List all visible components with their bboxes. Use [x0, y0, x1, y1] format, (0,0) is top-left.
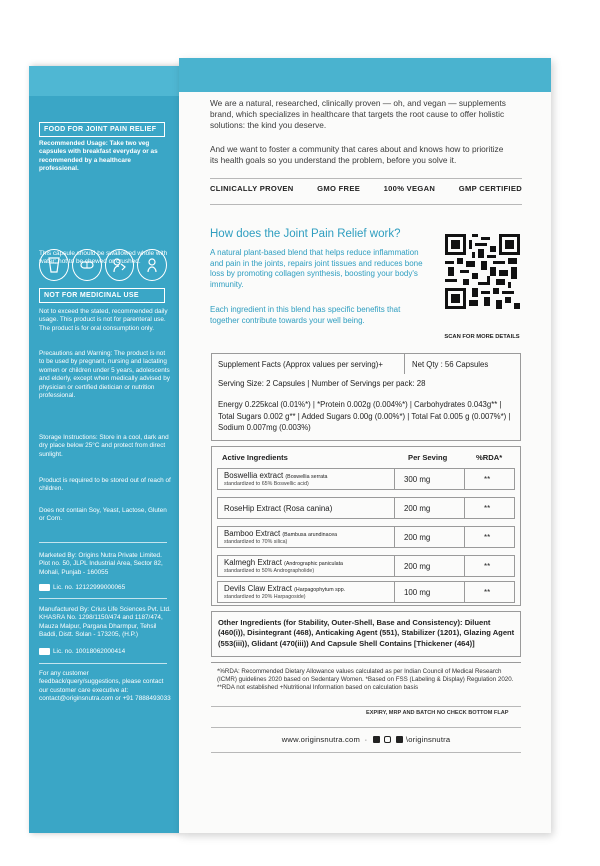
ingredient-row — [217, 526, 515, 548]
intro-paragraph-1: We are a natural, researched, clinically proven — oh, and vegan — supplements brand, which specializes in healthcare that targets the root cause to offer holistic solutions: the kind you deserve. — [210, 98, 506, 130]
ingredient-rda: ** — [484, 533, 491, 542]
claims-rule-top — [210, 178, 522, 179]
side-divider — [39, 542, 167, 543]
ingredient-dose: 300 mg — [404, 475, 431, 484]
how-paragraph-1: A natural plant-based blend that helps reduce inflammation and pain in the joints, repairs joint tissues and reduces bone loss by promoting collagen synthesis, boosting your body's immunity. — [210, 248, 423, 289]
ingredient-name: Devils Claw Extract (Harpagophytum spp. — [224, 584, 346, 593]
col-rda: %RDA* — [476, 453, 503, 462]
side-reach: Product is required to be stored out of reach of children. — [39, 477, 171, 493]
side-heading-food: FOOD FOR JOINT PAIN RELIEF — [39, 122, 165, 137]
ingredient-name: RoseHip Extract (Rosa canina) — [224, 504, 333, 513]
ingredient-dose: 100 mg — [404, 588, 431, 597]
footer-rule-bottom — [211, 752, 521, 753]
side-feedback: For any customer feedback/query/suggestions, please contact our customer care executive at: contact@originsnutra.com or +91 7888493033 — [39, 670, 171, 703]
ingredient-name: Bamboo Extract (Bambusa arundinacea — [224, 529, 338, 538]
claim-vegan: 100% VEGAN — [383, 184, 436, 193]
col-active: Active Ingredients — [222, 453, 288, 462]
ingredient-rda: ** — [484, 504, 491, 513]
col-dose: Per Seving — [408, 453, 448, 462]
side-contains: Does not contain Soy, Yeast, Lactose, Gluten or Corn. — [39, 507, 167, 523]
website-link[interactable]: www.originsnutra.com — [281, 735, 360, 744]
box-side-panel — [29, 66, 179, 833]
fssai-logo-icon — [39, 584, 50, 591]
ingredient-row — [217, 497, 515, 519]
ingredient-row — [217, 555, 515, 577]
ingredient-std: standardized to 70% silica) — [224, 539, 288, 545]
social-handle[interactable]: \originsnutra — [405, 735, 451, 744]
side-marketed: Marketed By: Origins Nutra Private Limited. Plot no. 50, JLPL Industrial Area, Sector 82, Mohali, Punjab - 160055 — [39, 552, 163, 576]
other-ingredients-box — [211, 611, 521, 657]
side-usage: Recommended Usage: Take two veg capsules with breakfast everyday or as recommended by a healthcare professional. — [39, 140, 158, 173]
side-swallow: This capsule should be swallowed whole with water; not to be chewed or crushed. — [39, 250, 168, 266]
how-title: How does the Joint Pain Relief work? — [210, 228, 401, 240]
footer-rule-top — [211, 727, 521, 728]
front-top-edge — [179, 58, 551, 92]
ingredient-name: Kalmegh Extract (Andrographic paniculata — [224, 558, 343, 567]
footer-separator: · — [364, 735, 368, 744]
intro-paragraph-2: And we want to foster a community that cares about and knows how to prioritize its health goals so you understand the problem, before you solve it. — [210, 144, 504, 165]
notes-rule — [211, 706, 521, 707]
ingredient-dose: 200 mg — [404, 533, 431, 542]
side-divider-2 — [39, 598, 167, 599]
ingredient-dose: 200 mg — [404, 504, 431, 513]
claims-rule-bottom — [210, 204, 522, 205]
side-manufactured: Manufactured By: Crius Life Sciences Pvt. Ltd. KHASRA No. 1298/1150/474 and 1187/474, Mauza Malpur, Pargana Dharmpur, Tehsil Baddi, Distt. Solan - 173205, (H.P.) — [39, 606, 171, 639]
facts-header-row — [211, 353, 521, 375]
facebook-icon[interactable] — [373, 736, 380, 743]
ingredient-rda: ** — [484, 588, 491, 597]
lic2-text: Lic. no. 10018062000414 — [53, 648, 126, 656]
side-top-band — [29, 66, 179, 96]
serving-row — [211, 374, 521, 394]
lic1-text: Lic. no. 12122999000065 — [53, 584, 126, 592]
claims-bar — [210, 184, 522, 193]
net-qty: Net Qty : 56 Capsules — [412, 360, 489, 369]
ingredient-row — [217, 581, 515, 603]
claim-clinically-proven: CLINICALLY PROVEN — [210, 184, 294, 193]
ingredient-std: standardized to 20% Harpagoside) — [224, 594, 306, 600]
claim-gmp: GMP CERTIFIED — [458, 184, 522, 193]
side-precautions: Precautions and Warning: The product is not to be used by pregnant, nursing and lactating women or children under 5 years, adolescents and elderly, except when medically advised by physician or certified dietician or nutrition professional. — [39, 350, 170, 400]
ingredient-rda: ** — [484, 475, 491, 484]
side-lic2 — [39, 648, 171, 657]
instagram-icon[interactable] — [384, 736, 391, 743]
facts-header: Supplement Facts (Approx values per serving)+ — [218, 360, 383, 369]
youtube-icon[interactable] — [396, 736, 403, 743]
notes-box — [211, 662, 521, 702]
side-storage: Storage Instructions: Store in a cool, dark and dry place below 25°C and protect from direct sunlight. — [39, 434, 169, 458]
serving-size: Serving Size: 2 Capsules | Number of Servings per pack: 28 — [218, 379, 426, 388]
nutrition-row — [211, 393, 521, 441]
qr-caption: SCAN FOR MORE DETAILS — [444, 334, 520, 340]
fssai-logo-icon-2 — [39, 648, 50, 655]
how-paragraph-2: Each ingredient in this blend has specific benefits that together contribute towards your well being. — [210, 305, 401, 325]
rda-notes: *%RDA: Recommended Dietary Allowance values calculated as per Indian Council of Medical Research (ICMR) guidelines 2020 based on Sedentary Women. *Based on FSS (Labeling & Display) Regulation 2020. **RDA not established +Nutritional Information based on calculation basis — [217, 668, 514, 692]
ingredient-name: Boswellia extract (Boswellia serrata — [224, 471, 328, 480]
qr-code-icon[interactable] — [445, 234, 520, 309]
ingredient-std: standardized to 65% Boswellic acid) — [224, 481, 309, 487]
facts-header-divider — [404, 354, 405, 374]
expiry-note: EXPIRY, MRP AND BATCH NO CHECK BOTTOM FLAP — [366, 710, 509, 716]
ingredient-dose: 200 mg — [404, 562, 431, 571]
ingredient-std: standardized to 50% Andrographolide) — [224, 568, 315, 574]
nutrition-values: Energy 0.225kcal (0.01%*) | *Protein 0.002g (0.004%*) | Carbohydrates 0.043g** | Total Sugars 0.002 g** | Added Sugars 0.00g (0.00%*) | Total Fat 0.005 g (0.007%*) | Sodium 0.007mg (0.003%) — [218, 400, 511, 432]
claim-gmo-free: GMO FREE — [317, 184, 361, 193]
side-lic1 — [39, 584, 171, 593]
ingredient-rda: ** — [484, 562, 491, 571]
side-heading-medicinal: NOT FOR MEDICINAL USE — [39, 288, 165, 303]
side-not-exceed: Not to exceed the stated, recommended daily usage. This product is not for parenteral use. The product is for oral consumption only. — [39, 308, 168, 332]
other-ingredients: Other Ingredients (for Stability, Outer-Shell, Base and Consistency): Diluent (460(i)), Disintegrant (468), Anticaking Agent (551), Stabilizer (1201), Glazing Agent (553(iii)), Glidant (470(iii)) And Capsule Shell Contains [Thickener (464)] — [218, 618, 515, 648]
side-divider-3 — [39, 663, 167, 664]
footer-bar — [211, 735, 521, 744]
ingredient-row — [217, 468, 515, 490]
